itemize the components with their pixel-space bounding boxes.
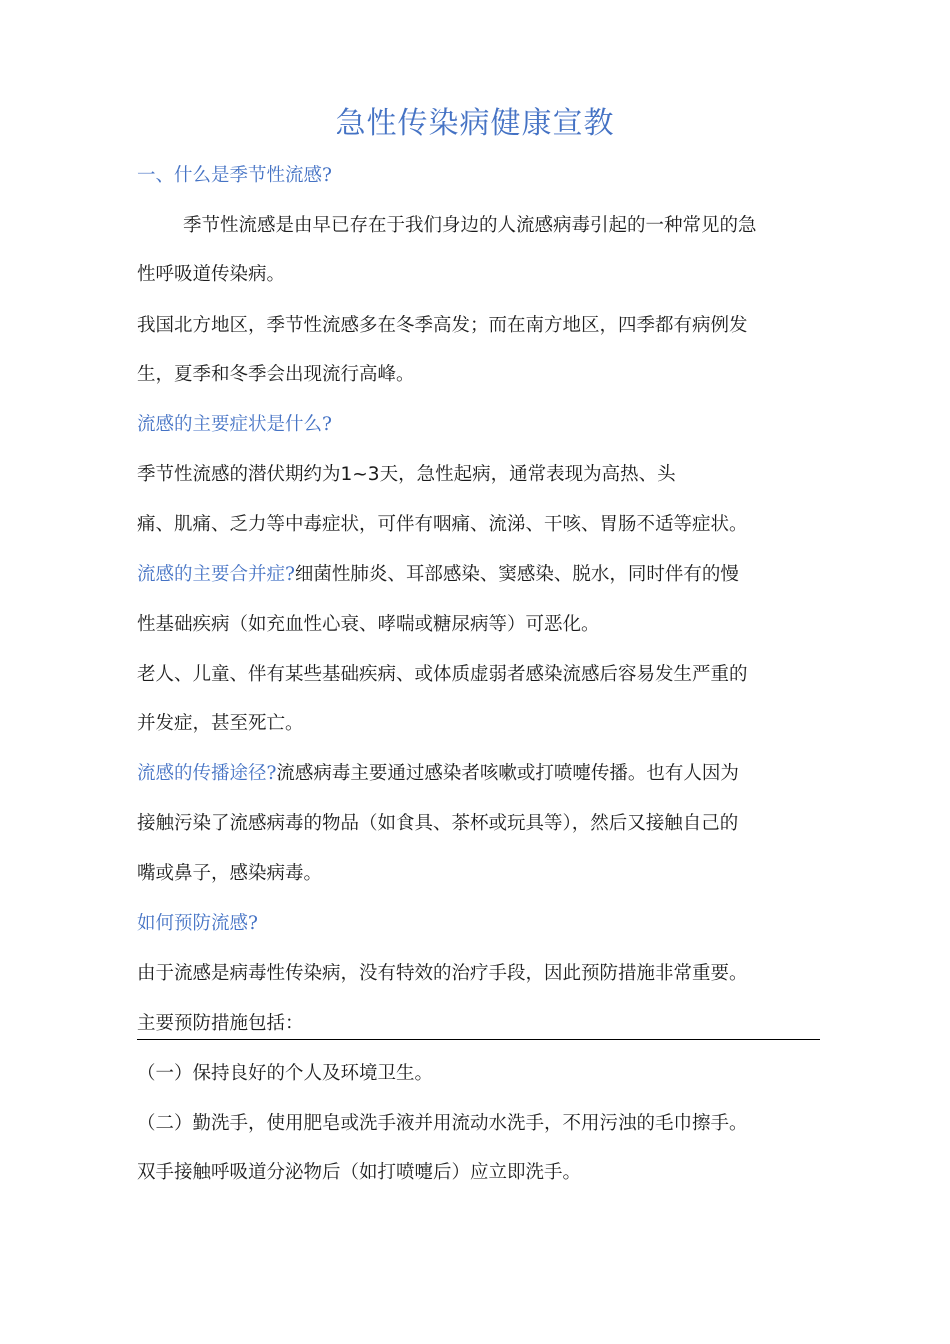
paragraph-line: 嘴或鼻子，感染病毒。 (137, 863, 323, 884)
paragraph-line: 性呼吸道传染病。 (137, 264, 286, 285)
text-segment: 季节性流感的潜伏期约为 (137, 464, 341, 485)
paragraph-line: 并发症，甚至死亡。 (137, 713, 304, 734)
paragraph-line: 双手接触呼吸道分泌物后（如打喷嚏后）应立即洗手。 (137, 1162, 582, 1183)
paragraph-line (137, 760, 827, 788)
text-segment: 细菌性肺炎、耳部感染、窦感染、脱水，同时伴有的慢 (294, 564, 739, 585)
section-heading-transmission: 流感的传播途径? (137, 763, 277, 784)
section-heading-what-is-flu: 一、什么是季节性流感? (137, 165, 332, 186)
paragraph-line: 老人、儿童、伴有某些基础疾病、或体质虚弱者感染流感后容易发生严重的 (137, 664, 748, 685)
paragraph-line: 生，夏季和冬季会出现流行高峰。 (137, 364, 415, 385)
paragraph-line: 由于流感是病毒性传染病，没有特效的治疗手段，因此预防措施非常重要。 (137, 963, 748, 984)
text-segment: 流感病毒主要通过感染者咳嗽或打喷嚏传播。也有人因为 (276, 763, 739, 784)
list-item: （一）保持良好的个人及环境卫生。 (137, 1063, 434, 1084)
paragraph-line: 我国北方地区，季节性流感多在冬季高发；而在南方地区，四季都有病例发 (137, 315, 748, 336)
section-heading-complications: 流感的主要合并症? (137, 564, 295, 585)
horizontal-divider (137, 1039, 820, 1040)
paragraph-line: 季节性流感是由早已存在于我们身边的人流感病毒引起的一种常见的急 (183, 215, 757, 236)
paragraph-line: 性基础疾病（如充血性心衰、哮喘或糖尿病等）可恶化。 (137, 614, 600, 635)
section-heading-prevention: 如何预防流感? (137, 913, 258, 934)
document-title: 急性传染病健康宣教 (335, 106, 615, 141)
incubation-range: 1~3 (340, 464, 380, 485)
paragraph-line (137, 461, 827, 489)
paragraph-line: 接触污染了流感病毒的物品（如食具、茶杯或玩具等），然后又接触自己的 (137, 813, 739, 834)
paragraph-line: 痛、肌痛、乏力等中毒症状，可伴有咽痛、流涕、干咳、胃肠不适等症状。 (137, 514, 748, 535)
paragraph-line: 主要预防措施包括： (137, 1013, 304, 1034)
text-segment: 天，急性起病，通常表现为高热、头 (379, 464, 676, 485)
paragraph-line (137, 561, 827, 589)
list-item: （二）勤洗手，使用肥皂或洗手液并用流动水洗手，不用污浊的毛巾擦手。 (137, 1113, 748, 1134)
section-heading-symptoms: 流感的主要症状是什么? (137, 414, 332, 435)
